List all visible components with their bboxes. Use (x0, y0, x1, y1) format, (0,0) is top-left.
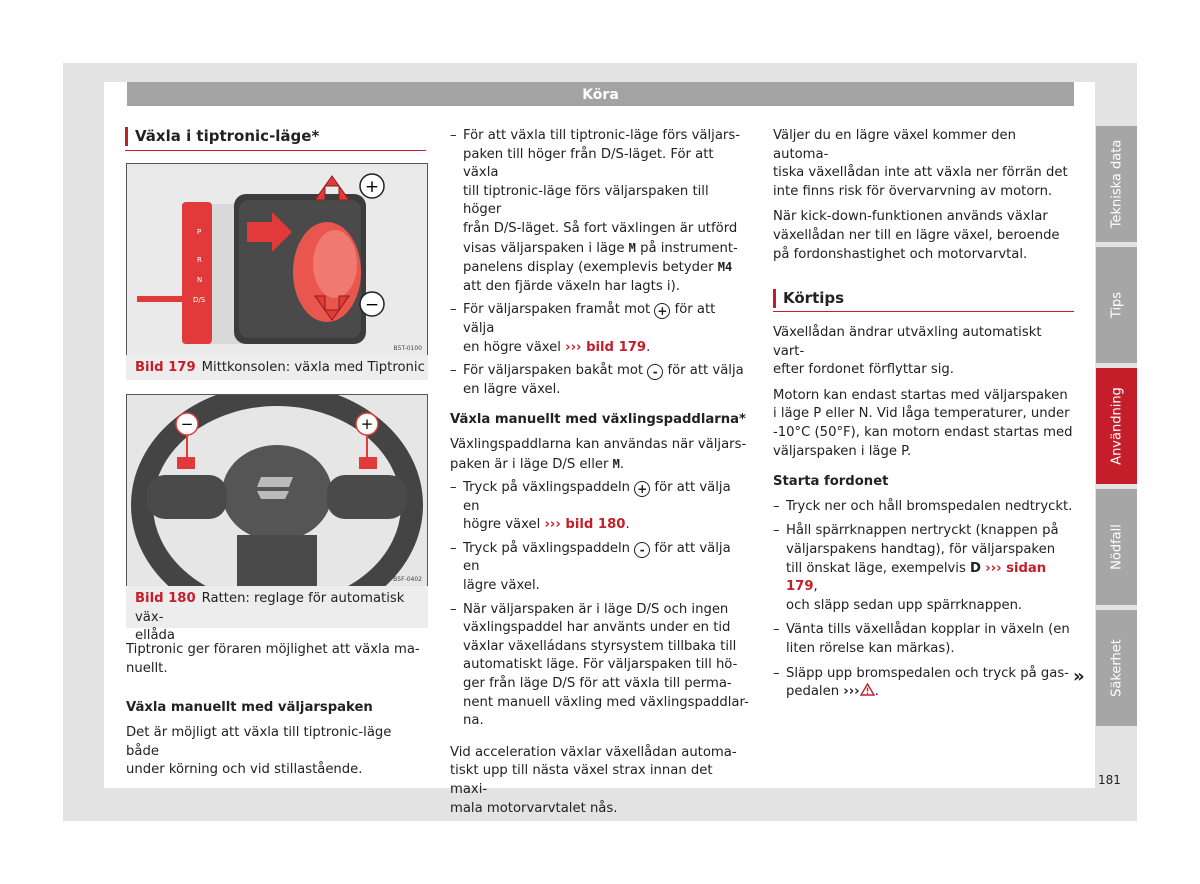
text-run: panelens display (exemplevis betyder (463, 260, 714, 276)
paragraph (126, 724, 426, 780)
figure-179-caption (135, 359, 425, 378)
text-run: för att välja (463, 302, 716, 336)
left-paddle (177, 457, 195, 469)
list-item: – För väljarspaken bakåt mot - för att välja en lägre växel. (450, 362, 750, 399)
text-line: tiskt upp till nästa växel strax innan det maxi- (450, 763, 713, 797)
steering-wheel-illustration (127, 395, 427, 587)
text-run: en högre växel (463, 339, 561, 355)
list-item: – Vänta tills växellådan kopplar in växeln (en liten rörelse kan märkas). (773, 621, 1073, 658)
text-line: tiska växellådan inte att växla ner förrän det (773, 165, 1068, 181)
tab-nodfall[interactable] (1096, 489, 1137, 605)
text-line: till tiptronic-läge förs väljarspaken till höger (463, 183, 709, 218)
figure-caption-text-2: ellåda (135, 628, 175, 644)
paragraph: Växlingspaddlarna kan användas när väljars- paken är i läge D/S eller M. (450, 436, 750, 474)
text-line: efter fordonet förflyttar sig. (773, 362, 954, 378)
minus-icon: - (647, 364, 663, 380)
list-item: – Tryck på växlingspaddeln - för att välja en lägre växel. (450, 540, 750, 596)
paragraph (450, 744, 750, 818)
list-item: – När väljarspaken är i läge D/S och ingen växlingspaddel har använts under en tid växlar växelládans styrsystem tillbaka till automatiskt läge. För väljarspaken till hö- ger från läge D/S för att växla till perma- nent manuell växling med växlingspaddlar- na. (450, 601, 750, 731)
text-line: mala motorvarvtalet nås. (450, 800, 618, 816)
text-run: för att välja en (463, 480, 731, 514)
text-line: Tiptronic ger föraren möjlighet att växla ma- (126, 642, 420, 657)
tab-tips[interactable] (1096, 247, 1137, 363)
gear-p: P (197, 228, 202, 236)
svg-text:+: + (360, 415, 374, 433)
text-line: att den fjärde växeln har lagts i). (463, 278, 680, 294)
text-line: Tryck ner och håll bromspedalen nedtryckt. (786, 498, 1073, 514)
text-line: inte finns risk för övervarvning av motorn. (773, 183, 1053, 199)
tab-label: Tekniska data (1109, 139, 1124, 229)
chapter-header: Köra (127, 82, 1074, 106)
text-line: från D/S-läget. Så fort växlingen är utförd (463, 220, 738, 236)
figure-caption-text: Mittkonsolen: växla med Tiptronic (201, 360, 425, 375)
text-line: nent manuell växling med växlingspaddlar- (463, 694, 749, 710)
text-line: under körning och vid stillastående. (126, 762, 363, 778)
gear-ds: D/S (193, 296, 206, 304)
text-line: Växellådan ändrar utväxling automatiskt vart- (773, 325, 1042, 359)
text-run: pedalen (786, 684, 840, 700)
figure-label: Bild 179 (135, 360, 196, 375)
warning-reference-link[interactable]: ››› (843, 684, 860, 700)
text-line: väljarspakens handtag), för väljarspaken (786, 541, 1056, 557)
continue-icon: » (1073, 666, 1085, 687)
text-line: Växlingspaddlarna kan användas när väljars- (450, 436, 747, 452)
display-code: M (612, 456, 620, 471)
paragraph (773, 387, 1073, 461)
text-run: Tryck på växlingspaddeln (463, 480, 631, 496)
section-title-text: Växla i tiptronic-läge* (135, 127, 320, 145)
tab-label: Nödfall (1109, 524, 1124, 570)
figure-label: Bild 180 (135, 591, 196, 606)
text-line: ger från läge D/S för att växla till perma- (463, 676, 732, 692)
text-run: paken är i läge D/S eller (450, 456, 609, 472)
section-title-kortips (783, 289, 844, 307)
tab-label: Säkerhet (1109, 639, 1124, 697)
text-line: Vid acceleration växlar växellådan automa- (450, 744, 737, 760)
text-line: i läge P eller N. Vid låga temperaturer, under (773, 406, 1070, 422)
text-line: växlingspaddel har använts under en tid (463, 620, 731, 636)
paragraph (773, 127, 1073, 201)
paragraph (773, 324, 1073, 380)
subheading: Växla manuellt med växlingspaddlarna* (450, 412, 746, 428)
text-line: liten rörelse kan märkas). (786, 640, 955, 656)
figure-reference-link[interactable]: ››› bild 179 (565, 339, 647, 355)
section-rule (125, 150, 426, 151)
text-line: Motorn kan endast startas med väljarspaken (773, 387, 1068, 403)
tab-sakerhet[interactable] (1096, 610, 1137, 726)
tab-tekniska-data[interactable] (1096, 126, 1137, 242)
plus-icon: + (654, 303, 670, 319)
text-line: och släpp sedan upp spärrknappen. (786, 597, 1023, 613)
figure-code: B5F-0402 (393, 576, 422, 583)
list-item: – Håll spärrknappen nertryckt (knappen på väljarspakens handtag), för väljarspaken till önskat läge, exempelvis D ››› sidan 179, och släpp sedan upp spärrknappen. (773, 522, 1073, 615)
list-item: – Släpp upp bromspedalen och tryck på gas- pedalen ››› . (773, 665, 1073, 702)
text-run: högre växel (463, 517, 541, 533)
gear-d: D (970, 560, 981, 576)
page-reference-link[interactable]: ››› sidan 179 (786, 560, 1047, 595)
gear-r: R (197, 256, 202, 264)
subheading: Starta fordonet (773, 474, 889, 490)
list-item: – Tryck ner och håll bromspedalen nedtryckt. (773, 498, 1073, 517)
tab-label: Tips (1109, 291, 1124, 319)
text-line: Väljer du en lägre växel kommer den automa- (773, 128, 1017, 162)
display-code: M (628, 240, 636, 255)
text-line: Släpp upp bromspedalen och tryck på gas- (786, 665, 1069, 681)
list-item: – Tryck på växlingspaddeln + för att välja en högre växel ››› bild 180. (450, 480, 731, 533)
tab-label: Användning (1109, 387, 1124, 465)
text-run: För väljarspaken bakåt mot (463, 363, 644, 379)
text-line: För att växla till tiptronic-läge förs väljars- (463, 128, 740, 143)
figure-179 (126, 163, 428, 357)
section-title-text: Körtips (783, 289, 845, 307)
page-number: 181 (1098, 773, 1121, 787)
text-run: till önskat läge, exempelvis (786, 560, 966, 576)
plus-icon: + (634, 481, 650, 497)
text-run: för att välja en (463, 540, 731, 575)
list-item: – För att växla till tiptronic-läge förs väljars- paken till höger från D/S-läget. För att växla till tiptronic-läge förs väljarspaken till höger från D/S-läget. Så fort växlingen är utförd visas väljarspaken i läge M på instrument- panelens display (exemplevis betyder M4 att den fjärde växeln har lagts i). (450, 127, 750, 296)
text-line: Håll spärrknappen nertryckt (knappen på (786, 523, 1059, 539)
text-run: på instrument- (640, 240, 738, 256)
text-line: växellådan ner till en lägre växel, beroende (773, 227, 1060, 243)
figure-180-caption (135, 590, 420, 646)
right-paddle (359, 457, 377, 469)
gear-n: N (197, 276, 203, 284)
section-bar (125, 127, 128, 146)
svg-text:−: − (364, 295, 380, 315)
minus-icon: - (634, 542, 650, 558)
text-run: För väljarspaken framåt mot (463, 302, 651, 318)
text-line: automatiskt läge. För väljarspaken till hö- (463, 657, 738, 673)
paragraph (773, 208, 1073, 264)
display-code: M4 (717, 260, 733, 275)
gear-console-illustration (127, 164, 427, 356)
column-3-lower (773, 324, 1073, 702)
figure-caption-text: Ratten: reglage för automatisk väx- (135, 591, 405, 625)
svg-text:−: − (180, 415, 194, 433)
text-run: Tryck på växlingspaddeln (463, 540, 631, 556)
text-line: väljarspaken i läge P. (773, 443, 912, 459)
text-line: När kick-down-funktionen används växlar (773, 209, 1048, 225)
paragraph (126, 641, 426, 678)
text-line: paken till höger från D/S-läget. För att växla (463, 146, 714, 181)
svg-text:+: + (364, 177, 380, 197)
column-3 (773, 127, 1073, 264)
text-line: lägre växel. (463, 578, 540, 594)
figure-reference-link[interactable]: ››› bild 180 (544, 517, 626, 533)
text-line: Det är möjligt att växla till tiptronic-läge både (126, 725, 392, 759)
list-item: – För väljarspaken framåt mot + för att välja en högre växel ››› bild 179. (450, 302, 716, 355)
text-run: visas väljarspaken i läge (463, 240, 625, 256)
text-line: på fordonshastighet och motorvarvtal. (773, 246, 1028, 262)
text-line: växlar växelládans styrsystem tillbaka till (463, 638, 737, 654)
text-line: -10°C (50°F), kan motorn endast startas med (773, 424, 1073, 440)
warning-icon (860, 683, 875, 696)
subheading: Växla manuellt med väljarspaken (126, 700, 373, 715)
text-line: nuellt. (126, 660, 168, 676)
section-rule (773, 311, 1074, 312)
text-run: för att välja (667, 363, 744, 379)
text-line: en lägre växel. (463, 381, 561, 397)
section-bar (773, 289, 776, 308)
text-line: När väljarspaken är i läge D/S och ingen (463, 601, 729, 617)
column-2 (450, 127, 750, 818)
figure-code: B5T-0100 (393, 345, 422, 352)
tab-anvandning[interactable] (1096, 368, 1137, 484)
section-title (135, 127, 319, 145)
seat-logo (257, 477, 293, 487)
text-line: Vänta tills växellådan kopplar in växeln (en (786, 622, 1070, 638)
text-line: na. (463, 713, 484, 729)
figure-180 (126, 394, 428, 588)
